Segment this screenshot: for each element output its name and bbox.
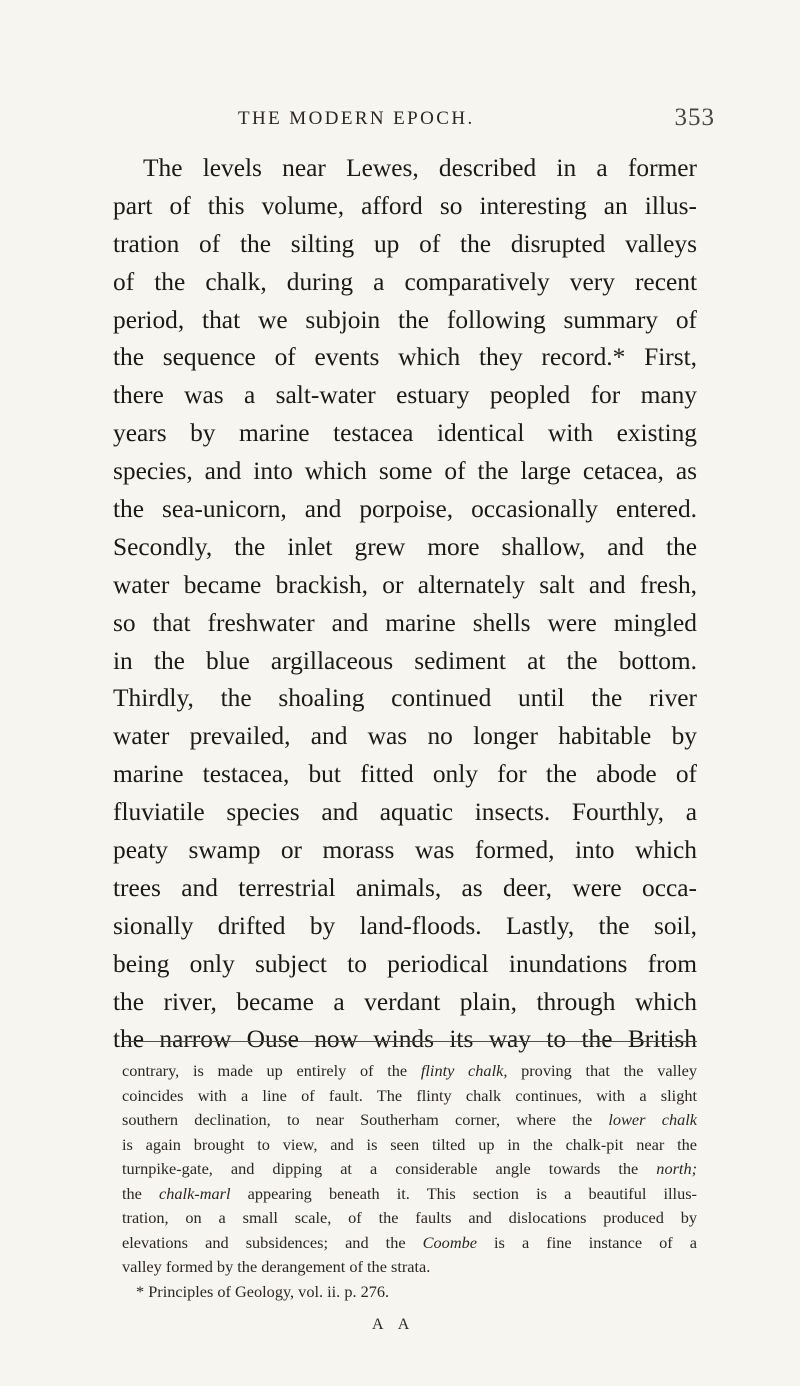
text-line: so that freshwater and marine shells were mingled <box>113 608 697 637</box>
text-line: Secondly, the inlet grew more shallow, and the <box>113 532 697 561</box>
footnote-line: is again brought to view, and is seen tilted up in the chalk-pit near the <box>122 1134 697 1154</box>
footnote-line <box>122 1182 697 1207</box>
text-line: The levels near Lewes, described in a former <box>143 154 697 182</box>
text-line: there was a salt-water estuary peopled for many <box>113 381 697 410</box>
footnote-line: tration, on a small scale, of the faults and dislocations produced by <box>122 1208 697 1227</box>
text-line: peaty swamp or morass was formed, into which <box>113 836 697 865</box>
footnote-reference: * Principles of Geology, vol. ii. p. 276. <box>136 1281 390 1301</box>
text-line: years by marine testacea identical with existing <box>113 419 697 448</box>
running-title: THE MODERN EPOCH. <box>238 108 475 129</box>
text-line: the narrow Ouse now winds its way to the British <box>113 1025 697 1054</box>
text-line: period, that we subjoin the following summary of <box>113 305 697 334</box>
text-line: species, and into which some of the large cetacea, as <box>113 457 697 486</box>
footnote-text: is a fine instance of a <box>476 1232 698 1252</box>
text-line: marine testacea, but fitted only for the abode of <box>113 760 697 789</box>
body-paragraph <box>113 150 697 1059</box>
text-line: Thirdly, the shoaling continued until the river <box>113 684 697 713</box>
footnote-text: the <box>122 1183 160 1203</box>
footnote-text: proving that the valley <box>507 1061 698 1080</box>
footnote-line: valley formed by the derangement of the strata. <box>122 1257 431 1276</box>
footnote-italic: flinty chalk, <box>420 1061 508 1080</box>
footnote-line <box>122 1231 697 1256</box>
text-line: in the blue argillaceous sediment at the bottom. <box>113 646 697 675</box>
text-line: sionally drifted by land-floods. Lastly, the soil, <box>113 911 697 940</box>
text-line: water became brackish, or alternately salt and fresh, <box>113 570 697 599</box>
text-line: part of this volume, afford so interesting an illus- <box>113 191 697 220</box>
text-line: of the chalk, during a comparatively very recent <box>113 267 697 296</box>
footnote-italic: chalk-marl <box>159 1183 231 1203</box>
signature-mark: A A <box>372 1316 416 1333</box>
footnote-line: coincides with a line of fault. The flinty chalk continues, with a slight <box>122 1085 697 1105</box>
footnote-italic: lower chalk <box>608 1110 697 1129</box>
footnote-divider <box>122 1041 697 1042</box>
text-line: the sea-unicorn, and porpoise, occasionally entered. <box>113 495 697 524</box>
footnote-block <box>122 1059 697 1304</box>
text-line: the river, became a verdant plain, through which <box>113 987 697 1016</box>
running-head <box>0 104 800 138</box>
footnote-line <box>122 1059 697 1084</box>
footnote-text: turnpike-gate, and dipping at a considerable angle towards the <box>122 1159 657 1178</box>
text-line: trees and terrestrial animals, as deer, were occa- <box>113 873 697 902</box>
text-line: water prevailed, and was no longer habitable by <box>113 722 697 751</box>
footnote-line <box>122 1108 697 1133</box>
text-line: being only subject to periodical inundations from <box>113 949 697 978</box>
footnote-text: appearing beneath it. This section is a beautiful illus- <box>230 1183 697 1203</box>
footnote-line <box>122 1157 697 1182</box>
footnote-text: contrary, is made up entirely of the <box>122 1061 421 1080</box>
footnote-italic: Coombe <box>422 1232 477 1252</box>
text-line: the sequence of events which they record.* First, <box>113 343 697 372</box>
page-number: 353 <box>674 104 715 131</box>
text-line: fluviatile species and aquatic insects. Fourthly, a <box>113 798 697 827</box>
text-line: tration of the silting up of the disrupted valleys <box>113 229 697 258</box>
footnote-text: elevations and subsidences; and the <box>122 1232 423 1252</box>
footnote-text: southern declination, to near Southerham corner, where the <box>122 1110 609 1129</box>
footnote-italic: north; <box>656 1159 697 1178</box>
